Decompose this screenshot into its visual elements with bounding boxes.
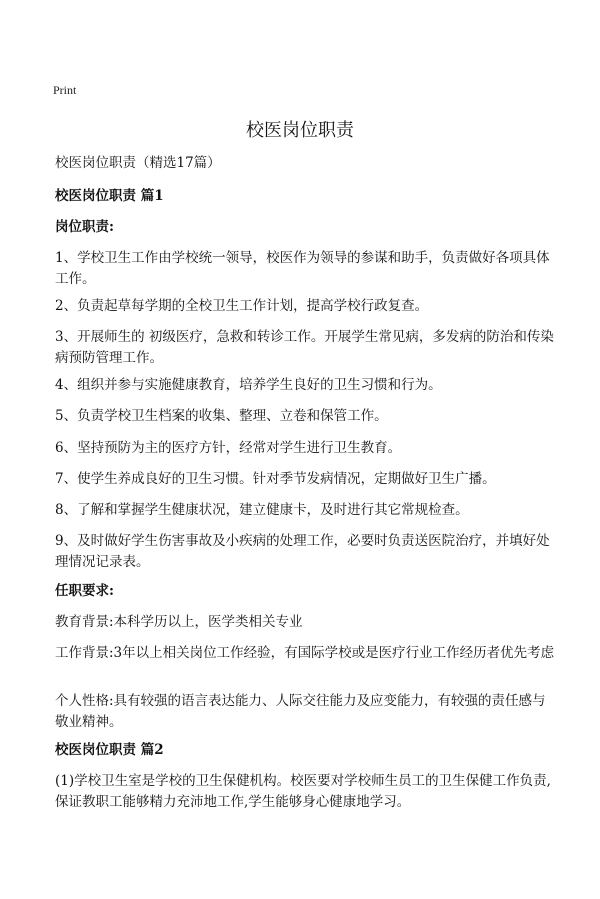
duty-item: 4、组织并参与实施健康教育，培养学生良好的卫生习惯和行为。 (55, 377, 442, 393)
duty-item: 1、学校卫生工作由学校统一领导，校医作为领导的参谋和助手，负责做好各项具体工作。 (55, 250, 550, 287)
duty-item: 5、负责学校卫生档案的收集、整理、立卷和保管工作。 (55, 408, 388, 424)
requirement-item: 个人性格:具有较强的语言表达能力、人际交往能力及应变能力，有较强的责任感与敬业精神。 (55, 693, 546, 730)
duty-item: 6、坚持预防为主的医疗方针，经常对学生进行卫生教育。 (55, 440, 402, 456)
print-label: Print (53, 83, 77, 97)
duty-item: 3、开展师生的 初级医疗，急救和转诊工作。开展学生常见病，多发病的防治和传染病预防管理工作。 (55, 329, 554, 366)
page-title: 校医岗位职责 (246, 120, 354, 141)
section1-heading: 校医岗位职责 篇1 (55, 188, 164, 204)
duties-heading: 岗位职责: (55, 219, 114, 235)
requirements-heading: 任职要求: (55, 583, 114, 599)
duty-item: 8、了解和掌握学生健康状况，建立健康卡，及时进行其它常规检查。 (55, 502, 469, 518)
section2-paragraph: (1)学校卫生室是学校的卫生保健机构。校医要对学校师生员工的卫生保健工作负责,保证教职工能够精力充沛地工作,学生能够身心健康地学习。 (55, 773, 551, 810)
section2-heading: 校医岗位职责 篇2 (55, 742, 164, 758)
requirement-item: 工作背景:3年以上相关岗位工作经验，有国际学校或是医疗行业工作经历者优先考虑 (55, 645, 555, 661)
duty-item: 2、负责起草每学期的全校卫生工作计划，提高学校行政复查。 (55, 298, 429, 314)
document-subtitle: 校医岗位职责（精选17篇） (55, 155, 221, 171)
duty-item: 9、及时做好学生伤害事故及小疾病的处理工作，必要时负责送医院治疗，并填好处理情况记录表。 (55, 533, 550, 570)
duty-item: 7、使学生养成良好的卫生习惯。针对季节发病情况，定期做好卫生广播。 (55, 471, 496, 487)
requirement-item: 教育背景:本科学历以上，医学类相关专业 (55, 614, 303, 630)
